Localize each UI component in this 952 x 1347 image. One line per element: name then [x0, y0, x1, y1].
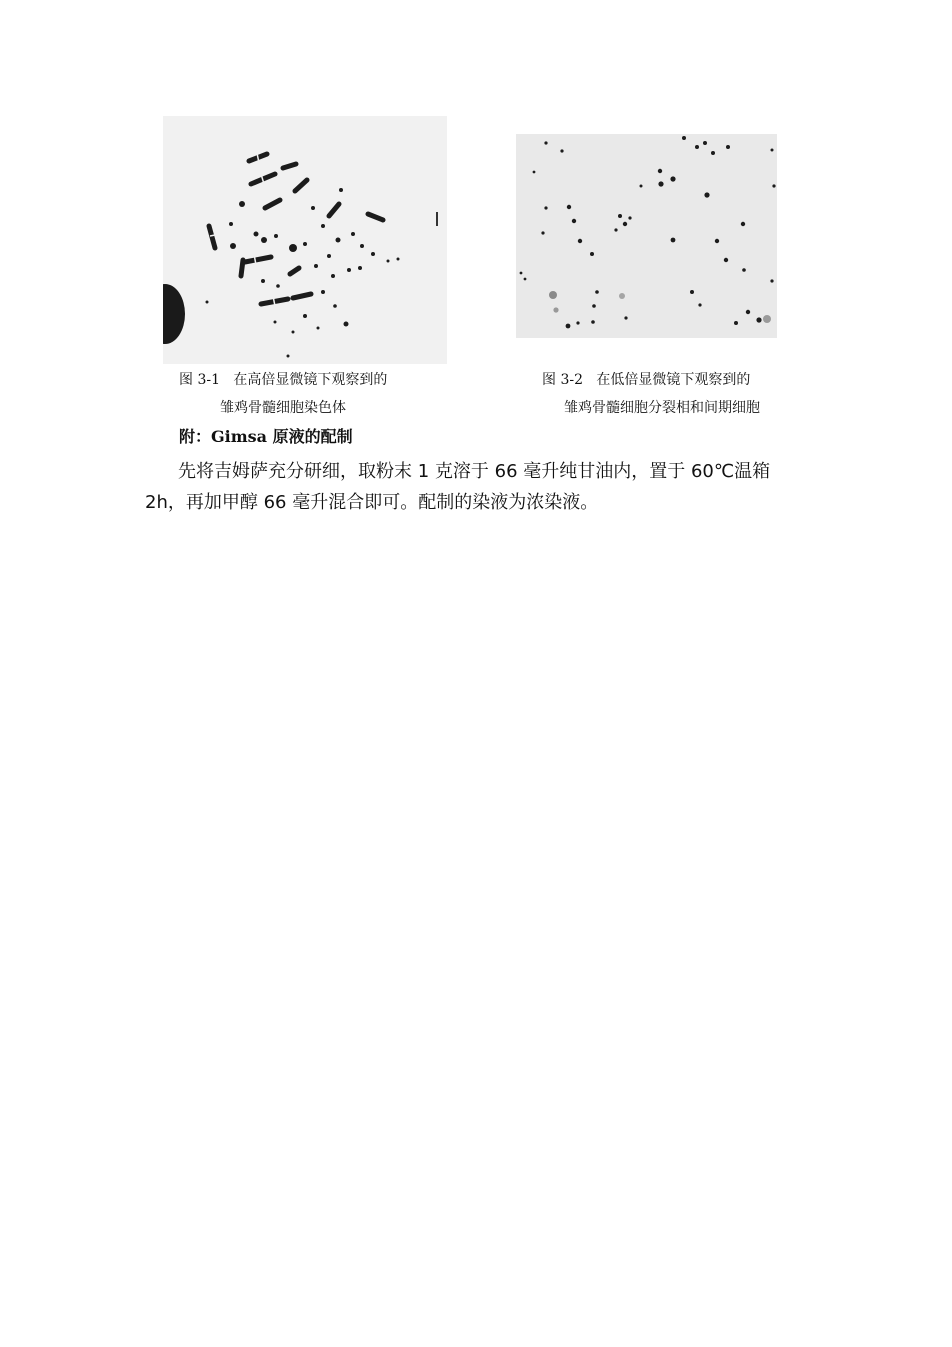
- cell-field-image: [516, 134, 777, 338]
- figure-3-1-caption-line2: 雏鸡骨髓细胞染色体: [220, 400, 346, 416]
- figure-3-1-caption-line1: [179, 371, 387, 389]
- figure-3-2-caption-line1: [542, 371, 750, 389]
- paragraph-line-1: 先将吉姆萨充分研细，取粉末 1 克溶于 66 毫升纯甘油内，置于 60℃温箱: [178, 461, 771, 482]
- figure-3-2-caption-text: 在低倍显微镜下观察到的: [596, 372, 751, 388]
- figure-3-2-caption-line2: 雏鸡骨髓细胞分裂相和间期细胞: [564, 400, 760, 416]
- figure-3-1-micrograph: [163, 116, 447, 364]
- figure-3-2-micrograph: [516, 134, 777, 338]
- figure-3-1-number: 图 3-1: [179, 372, 220, 388]
- paragraph-line-2: 2h，再加甲醇 66 毫升混合即可。配制的染液为浓染液。: [145, 492, 599, 513]
- figure-3-1-caption-text: 在高倍显微镜下观察到的: [233, 372, 388, 388]
- chromosome-spread-image: [163, 116, 447, 364]
- figure-3-2-number: 图 3-2: [542, 372, 583, 388]
- appendix-heading: 附：Gimsa 原液的配制: [179, 427, 353, 446]
